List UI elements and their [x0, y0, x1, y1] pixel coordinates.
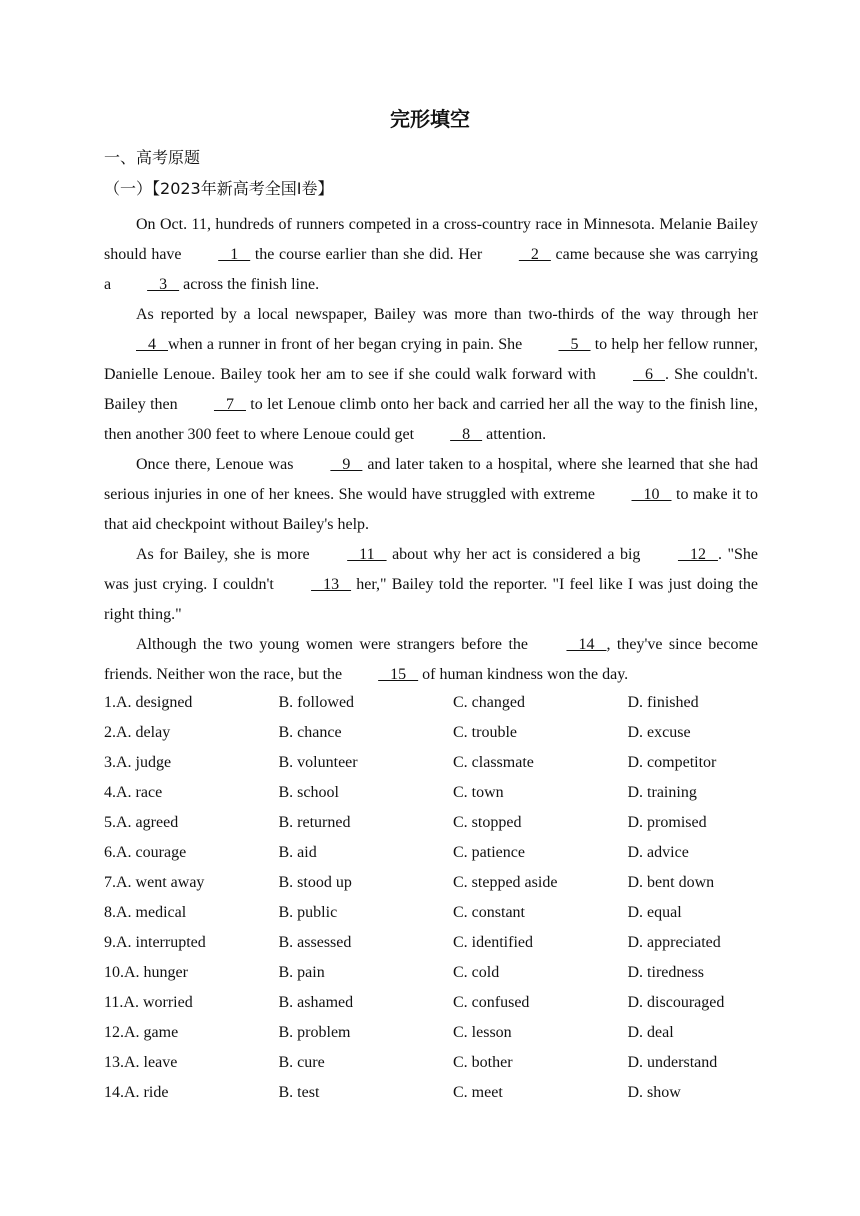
option-choice: D. competitor	[627, 754, 717, 771]
blank-6: 6	[633, 366, 665, 383]
option-choice: B. ashamed	[278, 994, 354, 1011]
option-choice: 12.A. game	[104, 1024, 179, 1041]
option-choice: D. bent down	[627, 874, 715, 891]
option-choice: B. stood up	[278, 874, 352, 891]
option-choice: D. advice	[627, 844, 689, 861]
option-row	[104, 778, 804, 808]
option-row	[104, 1078, 804, 1108]
blank-7: 7	[213, 396, 246, 413]
blank-13: 13	[311, 576, 352, 593]
passage-text: . She couldn't. Bailey then	[104, 366, 759, 413]
option-choice: 1.A. designed	[104, 694, 193, 711]
passage-paragraph	[104, 300, 758, 450]
answer-options	[104, 688, 804, 1108]
option-row	[104, 688, 804, 718]
option-choice: B. cure	[278, 1054, 325, 1071]
passage-text: when a runner in front of her began crying in pain. She	[168, 336, 527, 353]
option-choice: D. tiredness	[627, 964, 704, 981]
passage-text: , they've since become friends. Neither won the race, but the	[104, 636, 759, 683]
option-choice: 9.A. interrupted	[104, 934, 206, 951]
option-choice: 7.A. went away	[104, 874, 205, 891]
blank-12: 12	[677, 546, 718, 563]
option-choice: D. appreciated	[627, 934, 721, 951]
option-row	[104, 868, 804, 898]
passage-text: and later taken to a hospital, where she learned that she had serious injuries in one of her knees. She would have struggled with extreme	[104, 456, 759, 503]
option-row	[104, 988, 804, 1018]
option-choice: 6.A. courage	[104, 844, 187, 861]
option-choice: C. stopped	[453, 814, 522, 831]
option-choice: B. test	[278, 1084, 320, 1101]
option-choice: 13.A. leave	[104, 1054, 178, 1071]
option-choice: D. show	[627, 1084, 681, 1101]
passage-text: the course earlier than she did. Her	[250, 246, 487, 263]
option-choice: C. classmate	[453, 754, 534, 771]
option-choice: 4.A. race	[104, 784, 163, 801]
passage-paragraph	[104, 210, 758, 300]
passage-text: came because she was carrying a	[104, 246, 759, 293]
option-choice: C. changed	[453, 694, 525, 711]
option-choice: B. pain	[278, 964, 325, 981]
passage-text: As reported by a local newspaper, Bailey was more than two-thirds of the way through her	[136, 306, 758, 323]
option-choice: C. lesson	[453, 1024, 512, 1041]
passage-text: her," Bailey told the reporter. "I feel like I was just doing the right thing."	[104, 576, 759, 623]
option-choice: C. constant	[453, 904, 525, 921]
page-title: 完形填空	[390, 107, 470, 131]
passage-paragraph	[104, 630, 758, 690]
option-choice: D. discouraged	[627, 994, 725, 1011]
option-choice: C. bother	[453, 1054, 513, 1071]
blank-4: 4	[136, 336, 168, 353]
option-choice: 10.A. hunger	[104, 964, 188, 981]
option-row	[104, 808, 804, 838]
passage-text: across the finish line.	[179, 276, 320, 293]
passage-text: Although the two young women were strangers before the	[136, 636, 535, 653]
option-choice: B. chance	[278, 724, 342, 741]
option-row	[104, 718, 804, 748]
blank-9: 9	[330, 456, 363, 473]
blank-2: 2	[518, 246, 551, 263]
option-choice: 11.A. worried	[104, 994, 193, 1011]
passage-paragraph	[104, 540, 758, 630]
option-row	[104, 748, 804, 778]
option-choice: C. trouble	[453, 724, 517, 741]
blank-14: 14	[566, 636, 607, 653]
option-choice: D. excuse	[627, 724, 691, 741]
option-choice: 5.A. agreed	[104, 814, 179, 831]
option-choice: 3.A. judge	[104, 754, 172, 771]
option-choice: D. finished	[627, 694, 699, 711]
passage-text: On Oct. 11, hundreds of runners competed in a cross-country race in Minnesota. Melanie Bailey should have	[104, 216, 758, 263]
option-choice: B. problem	[278, 1024, 351, 1041]
option-choice: B. volunteer	[278, 754, 358, 771]
option-choice: C. cold	[453, 964, 500, 981]
passage-text: . "She was just crying. I couldn't	[104, 546, 759, 593]
blank-8: 8	[450, 426, 483, 443]
passage	[104, 210, 758, 690]
option-row	[104, 1018, 804, 1048]
option-row	[104, 838, 804, 868]
option-choice: C. confused	[453, 994, 530, 1011]
blank-10: 10	[631, 486, 672, 503]
blank-11: 11	[347, 546, 387, 563]
option-choice: B. returned	[278, 814, 351, 831]
option-row	[104, 1048, 804, 1078]
option-choice: D. equal	[627, 904, 682, 921]
option-choice: C. identified	[453, 934, 533, 951]
blank-3: 3	[147, 276, 180, 293]
option-choice: B. assessed	[278, 934, 352, 951]
option-choice: C. patience	[453, 844, 525, 861]
option-row	[104, 898, 804, 928]
option-choice: 14.A. ride	[104, 1084, 169, 1101]
subsection-source: 【2023年新高考全国I卷】	[152, 179, 334, 198]
option-choice: C. meet	[453, 1084, 503, 1101]
passage-text: attention.	[482, 426, 547, 443]
passage-text: to help her fellow runner, Danielle Lenoue. Bailey took her am to see if she could walk forward with	[104, 336, 758, 383]
passage-text: to let Lenoue climb onto her back and carried her all the way to the finish line, then another 300 feet to where Lenoue could get	[104, 396, 758, 443]
option-choice: 8.A. medical	[104, 904, 187, 921]
subsection-heading	[104, 174, 333, 205]
passage-text: of human kindness won the day.	[418, 666, 629, 683]
passage-text: to make it to that aid checkpoint without Bailey's help.	[104, 486, 758, 533]
passage-text: Once there, Lenoue was	[136, 456, 299, 473]
option-choice: C. stepped aside	[453, 874, 558, 891]
subsection-prefix: （一）	[104, 179, 153, 198]
blank-1: 1	[218, 246, 251, 263]
option-choice: B. public	[278, 904, 338, 921]
option-choice: D. deal	[627, 1024, 674, 1041]
option-choice: D. training	[627, 784, 697, 801]
option-choice: D. promised	[627, 814, 707, 831]
passage-text: As for Bailey, she is more	[136, 546, 316, 563]
option-row	[104, 928, 804, 958]
option-choice: B. school	[278, 784, 339, 801]
passage-paragraph	[104, 450, 758, 540]
option-choice: B. followed	[278, 694, 355, 711]
option-choice: D. understand	[627, 1054, 718, 1071]
option-choice: 2.A. delay	[104, 724, 171, 741]
option-choice: C. town	[453, 784, 504, 801]
blank-5: 5	[558, 336, 591, 353]
section-heading: 一、高考原题	[104, 148, 201, 167]
blank-15: 15	[378, 666, 419, 683]
option-choice: B. aid	[278, 844, 317, 861]
passage-text: about why her act is considered a big	[386, 546, 646, 563]
option-row	[104, 958, 804, 988]
